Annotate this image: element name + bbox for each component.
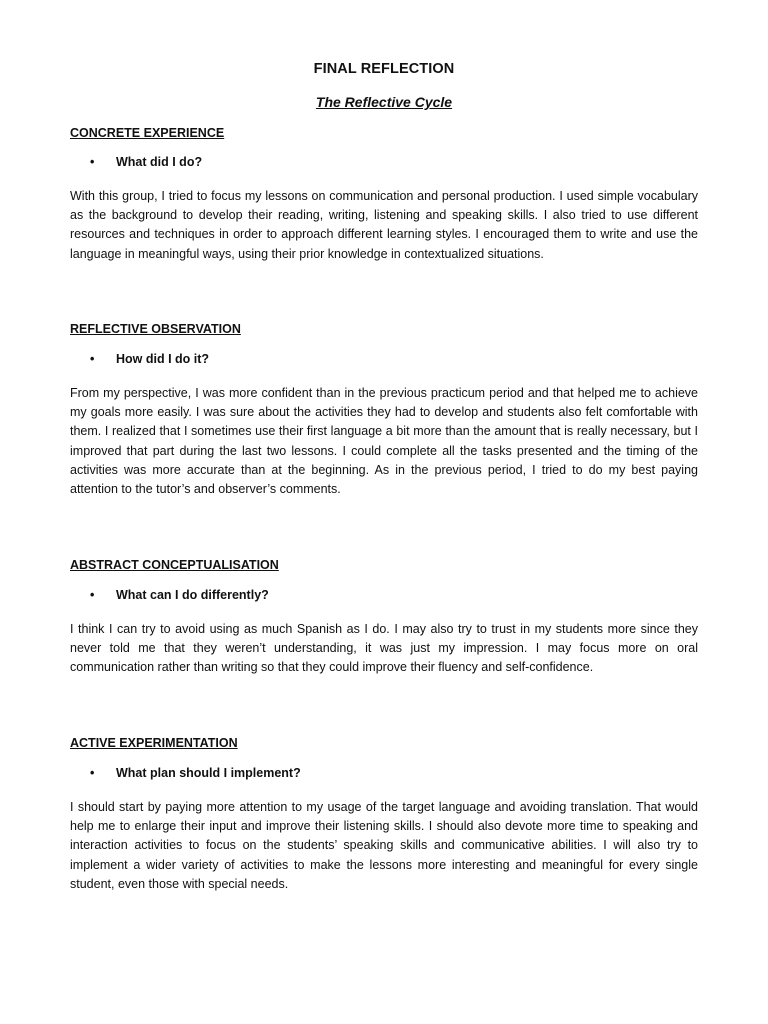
section-heading-active-experimentation: ACTIVE EXPERIMENTATION <box>70 736 238 750</box>
section-bullet-abstract-conceptualisation <box>90 588 269 602</box>
bullet-icon: • <box>90 352 95 366</box>
bullet-icon: • <box>90 588 95 602</box>
bullet-icon: • <box>90 766 95 780</box>
section-paragraph-reflective-observation: From my perspective, I was more confident than in the previous practicum period and that helped me to achieve my goals more easily. I was sure about the activities they had to develop and students also felt comfortable with them. I realized that I sometimes use their first language a bit more than the amount that is really necessary, but I improved that part during the last two lessons. I could complete all the tasks presented and the timing of the activities was more accurate than at the beginning. As in the previous period, I tried to do my best paying attention to the tutor’s and observer’s comments. <box>70 386 698 497</box>
bullet-text: What plan should I implement? <box>116 766 301 780</box>
section-heading-concrete-experience: CONCRETE EXPERIENCE <box>70 126 225 140</box>
section-paragraph-active-experimentation: I should start by paying more attention to my usage of the target language and avoiding translation. That would help me to enlarge their input and improve their listening skills. I should also devote more time to speaking and interaction activities to focus on the students’ speaking skills and communicative abilities. I will also try to implement a wider variety of activities to make the lessons more interesting and meaningful for every single student, even those with special needs. <box>70 800 698 891</box>
section-bullet-concrete-experience <box>90 155 202 169</box>
section-paragraph-concrete-experience: With this group, I tried to focus my lessons on communication and personal production. I used simple vocabulary as the background to develop their reading, writing, listening and speaking skills. I also tried to use different resources and techniques in order to approach different learning styles. I encouraged them to write and use the language in meaningful ways, using their prior knowledge in contextualized situations. <box>70 189 698 261</box>
section-paragraph-abstract-conceptualisation: I think I can try to avoid using as much Spanish as I do. I may also try to trust in my students more since they never told me that they weren’t understanding, it was just my impression. I may focus more on oral communication rather than writing so that they could improve their fluency and self-confidence. <box>70 622 698 675</box>
bullet-text: What did I do? <box>116 155 203 169</box>
section-bullet-reflective-observation <box>90 352 209 366</box>
bullet-text: What can I do differently? <box>116 588 269 602</box>
section-bullet-active-experimentation <box>90 766 301 780</box>
document-title: FINAL REFLECTION <box>313 61 455 77</box>
section-heading-reflective-observation: REFLECTIVE OBSERVATION <box>70 322 241 336</box>
bullet-icon: • <box>90 155 95 169</box>
document-page <box>70 0 698 1024</box>
bullet-text: How did I do it? <box>116 352 210 366</box>
document-subtitle: The Reflective Cycle <box>315 94 453 110</box>
section-heading-abstract-conceptualisation: ABSTRACT CONCEPTUALISATION <box>70 558 279 572</box>
